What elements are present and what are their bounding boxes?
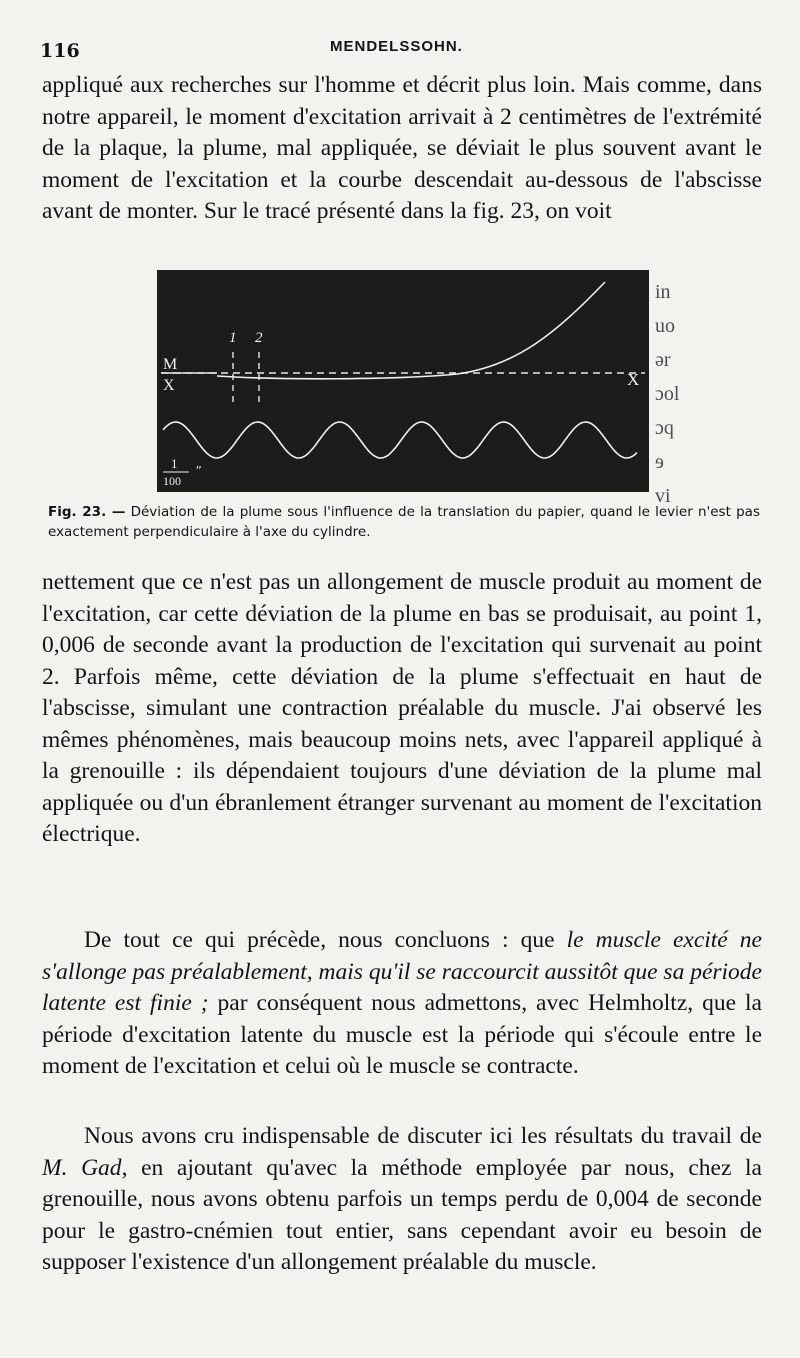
label-x-left: X (163, 377, 175, 394)
margin-fragment: ɘ (655, 451, 664, 473)
paragraph-4-start: Nous avons cru indispensable de discuter ici les résultats du travail de (84, 1123, 762, 1149)
margin-bleed-through (655, 275, 745, 507)
paragraph-2 (42, 567, 762, 851)
page-header (40, 34, 760, 64)
label-point-2: 2 (255, 330, 263, 346)
figure-23 (157, 270, 649, 492)
margin-fragment: ɔol (655, 383, 680, 405)
paragraph-3 (42, 925, 762, 1083)
margin-fragment: uo (655, 315, 675, 337)
page-number: 116 (40, 40, 80, 62)
time-wave (163, 422, 637, 458)
paragraph-3-start: De tout ce qui précède, nous concluons : que (84, 927, 567, 953)
time-scale-denominator: 100 (163, 474, 181, 488)
label-x-right: X (627, 370, 640, 389)
time-scale-numerator: 1 (171, 456, 178, 471)
paragraph-2-text: nettement que ce n'est pas un allongement de muscle produit au moment de l'excitation, car cette déviation de la plume en bas se produisait, au point 1, 0,006 de seconde avant la production de l'excitation qui survenait au point 2. Parfois même, cette déviation de la plume s'effectuait en haut de l'abscisse, simulant une contraction préalable du muscle. J'ai observé les mêmes phénomènes, mais beaucoup moins nets, avec l'appareil appliqué à la grenouille : ils dépendaient toujours d'une déviation de la plume mal appliquée ou d'un ébranlement étranger survenant au moment de l'excitation électrique. (42, 569, 762, 847)
caption-label: Fig. 23. — (48, 504, 126, 520)
figure-23-trace (157, 270, 649, 492)
muscle-curve (217, 282, 605, 379)
margin-fragment: ɔq (655, 417, 674, 439)
margin-fragment: ər (655, 349, 671, 371)
time-scale-unit: ″ (195, 464, 201, 479)
label-point-1: 1 (229, 330, 237, 346)
caption-text: Déviation de la plume sous l'influence de la translation du papier, quand le levier n'est pas exactement perpendiculaire à l'axe du cylindre. (48, 504, 760, 540)
figure-caption (48, 502, 760, 542)
paragraph-3-end: par conséquent nous admettons, avec Helmholtz, que la période d'excitation latente du muscle est la période qui s'écoule entre le moment de l'excitation et celui où le muscle se contracte. (42, 990, 762, 1079)
paragraph-4-emphasis: M. Gad (42, 1154, 122, 1181)
paragraph-1-text: appliqué aux recherches sur l'homme et décrit plus loin. Mais comme, dans notre appareil, le moment d'excitation arrivait à 2 centimètres de l'extrémité de la plaque, la plume, mal appliquée, se déviait le plus souvent avant le moment de l'excitation et la courbe descendait au-dessous de l'abscisse avant de monter. Sur le tracé présenté dans la fig. 23, on voit (42, 72, 762, 224)
paragraph-4 (42, 1121, 762, 1279)
running-head: MENDELSSOHN. (330, 38, 463, 55)
paragraph-1 (42, 70, 762, 228)
margin-fragment: in (655, 281, 671, 303)
paragraph-4-end: , en ajoutant qu'avec la méthode employée par nous, chez la grenouille, nous avons obtenu parfois un temps perdu de 0,004 de seconde pour le gastro-cnémien tout entier, sans cependant avoir eu besoin de supposer l'existence d'un allongement préalable du muscle. (42, 1154, 762, 1275)
label-m: M (163, 356, 178, 373)
paragraph-3-emphasis: le muscle excité ne s'allonge pas préalablement, mais qu'il se raccourcit aussitôt que sa période latente est finie ; (42, 927, 762, 1016)
margin-fragment: vi (655, 485, 671, 507)
